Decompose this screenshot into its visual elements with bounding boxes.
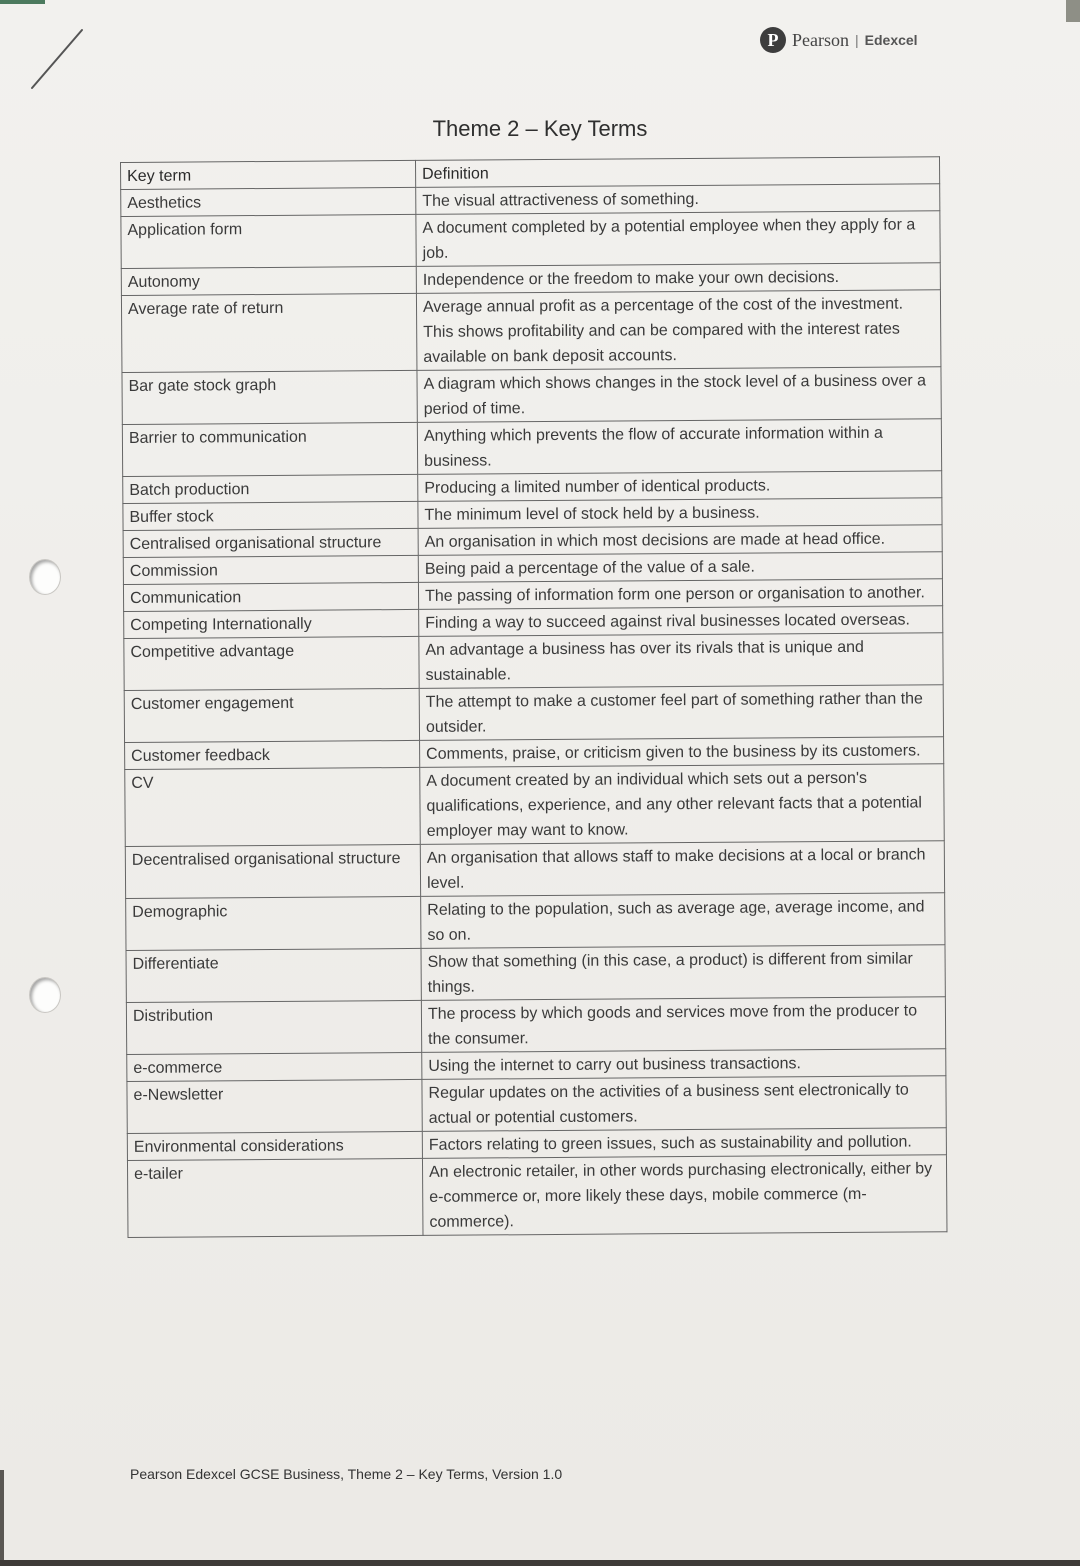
definition-cell: Relating to the population, such as average age, average income, and so on. bbox=[421, 893, 945, 949]
definition-cell: Regular updates on the activities of a business sent electronically to actual or potential customers. bbox=[422, 1076, 946, 1132]
key-term-cell: Bar gate stock graph bbox=[122, 370, 417, 424]
pearson-edexcel-logo bbox=[760, 27, 918, 53]
definition-cell: Average annual profit as a percentage of the cost of the investment. This shows profitability and can be compared with the interest rates available on bank deposit accounts. bbox=[416, 290, 941, 371]
definition-cell: The attempt to make a customer feel part of something rather than the outsider. bbox=[419, 685, 943, 741]
key-term-cell: Centralised organisational structure bbox=[123, 528, 418, 557]
table-row bbox=[126, 893, 945, 951]
scan-edge-mark bbox=[0, 1470, 4, 1566]
key-term-cell: CV bbox=[125, 767, 421, 846]
definition-cell: The minimum level of stock held by a business. bbox=[418, 498, 942, 529]
header-definition: Definition bbox=[415, 157, 939, 188]
key-term-cell: Environmental considerations bbox=[127, 1131, 422, 1160]
definition-cell: An organisation in which most decisions are made at head office. bbox=[418, 525, 942, 556]
pen-stroke-icon bbox=[28, 26, 88, 92]
definition-cell: Show that something (in this case, a product) is different from similar things. bbox=[421, 945, 945, 1001]
definition-cell: Using the internet to carry out business transactions. bbox=[422, 1049, 946, 1080]
brand-sub: Edexcel bbox=[864, 32, 918, 48]
punch-hole-icon bbox=[30, 560, 60, 594]
table-row bbox=[121, 211, 940, 269]
definition-cell: Anything which prevents the flow of accurate information within a business. bbox=[417, 419, 941, 475]
brand-name: Pearson bbox=[792, 29, 849, 50]
definition-cell: Factors relating to green issues, such as sustainability and pollution. bbox=[422, 1128, 946, 1159]
key-term-cell: Barrier to communication bbox=[122, 422, 417, 476]
table-row bbox=[122, 419, 941, 477]
key-term-cell: Distribution bbox=[126, 1000, 421, 1054]
page-footer: Pearson Edexcel GCSE Business, Theme 2 – Key Terms, Version 1.0 bbox=[130, 1466, 563, 1482]
definition-cell: The process by which goods and services move from the producer to the consumer. bbox=[421, 997, 945, 1053]
definition-cell: A document created by an individual which sets out a person's qualifications, experience, and any other relevant facts that a potential employer may want to know. bbox=[420, 764, 945, 845]
definition-cell: The visual attractiveness of something. bbox=[416, 184, 940, 215]
definition-cell: An organisation that allows staff to make decisions at a local or branch level. bbox=[420, 841, 944, 897]
definition-cell: An electronic retailer, in other words purchasing electronically, either by e-commerce or, more likely these days, mobile commerce (m-commerce). bbox=[422, 1155, 947, 1236]
punch-hole-icon bbox=[30, 978, 60, 1012]
definition-cell: Finding a way to succeed against rival businesses located overseas. bbox=[419, 606, 943, 637]
definition-cell: Independence or the freedom to make your own decisions. bbox=[416, 263, 940, 294]
table-row bbox=[124, 633, 943, 691]
key-term-cell: Batch production bbox=[123, 474, 418, 503]
table-row bbox=[126, 997, 945, 1055]
brand-separator: | bbox=[855, 32, 859, 48]
key-term-cell: Differentiate bbox=[126, 948, 421, 1002]
page-title: Theme 2 – Key Terms bbox=[432, 116, 648, 141]
pearson-logo-icon: P bbox=[760, 27, 786, 53]
definition-cell: Being paid a percentage of the value of a sale. bbox=[418, 552, 942, 583]
table-row bbox=[127, 1155, 947, 1238]
key-term-cell: Autonomy bbox=[121, 266, 416, 295]
key-term-cell: e-tailer bbox=[127, 1158, 423, 1237]
header-key-term: Key term bbox=[121, 160, 416, 189]
scan-edge-mark bbox=[0, 0, 45, 4]
scan-edge-mark bbox=[0, 1560, 1080, 1566]
key-terms-table bbox=[120, 156, 947, 1238]
table-row bbox=[126, 945, 945, 1003]
key-term-cell: Competitive advantage bbox=[124, 636, 419, 690]
scan-edge-mark bbox=[1066, 0, 1080, 22]
key-term-cell: Decentralised organisational structure bbox=[125, 844, 420, 898]
key-term-cell: Demographic bbox=[126, 896, 421, 950]
key-term-cell: Buffer stock bbox=[123, 501, 418, 530]
table-row bbox=[127, 1076, 946, 1134]
table-row bbox=[124, 685, 943, 743]
definition-cell: A document completed by a potential employee when they apply for a job. bbox=[416, 211, 940, 267]
table-row bbox=[125, 764, 945, 847]
key-term-cell: Competing Internationally bbox=[124, 609, 419, 638]
definition-cell: Producing a limited number of identical products. bbox=[418, 471, 942, 502]
key-term-cell: e-commerce bbox=[127, 1052, 422, 1081]
key-term-cell: Customer engagement bbox=[124, 688, 419, 742]
table-row bbox=[122, 367, 941, 425]
definition-cell: The passing of information form one person or organisation to another. bbox=[418, 579, 942, 610]
definition-cell: A diagram which shows changes in the stock level of a business over a period of time. bbox=[417, 367, 941, 423]
key-term-cell: Customer feedback bbox=[125, 740, 420, 769]
key-term-cell: Application form bbox=[121, 214, 416, 268]
key-term-cell: Average rate of return bbox=[121, 293, 417, 372]
definition-cell: An advantage a business has over its rivals that is unique and sustainable. bbox=[419, 633, 943, 689]
table-row bbox=[125, 841, 944, 899]
key-term-cell: Commission bbox=[123, 555, 418, 584]
key-term-cell: e-Newsletter bbox=[127, 1079, 422, 1133]
table-row bbox=[121, 290, 941, 373]
key-term-cell: Communication bbox=[123, 582, 418, 611]
definition-cell: Comments, praise, or criticism given to the business by its customers. bbox=[420, 737, 944, 768]
key-term-cell: Aesthetics bbox=[121, 187, 416, 216]
